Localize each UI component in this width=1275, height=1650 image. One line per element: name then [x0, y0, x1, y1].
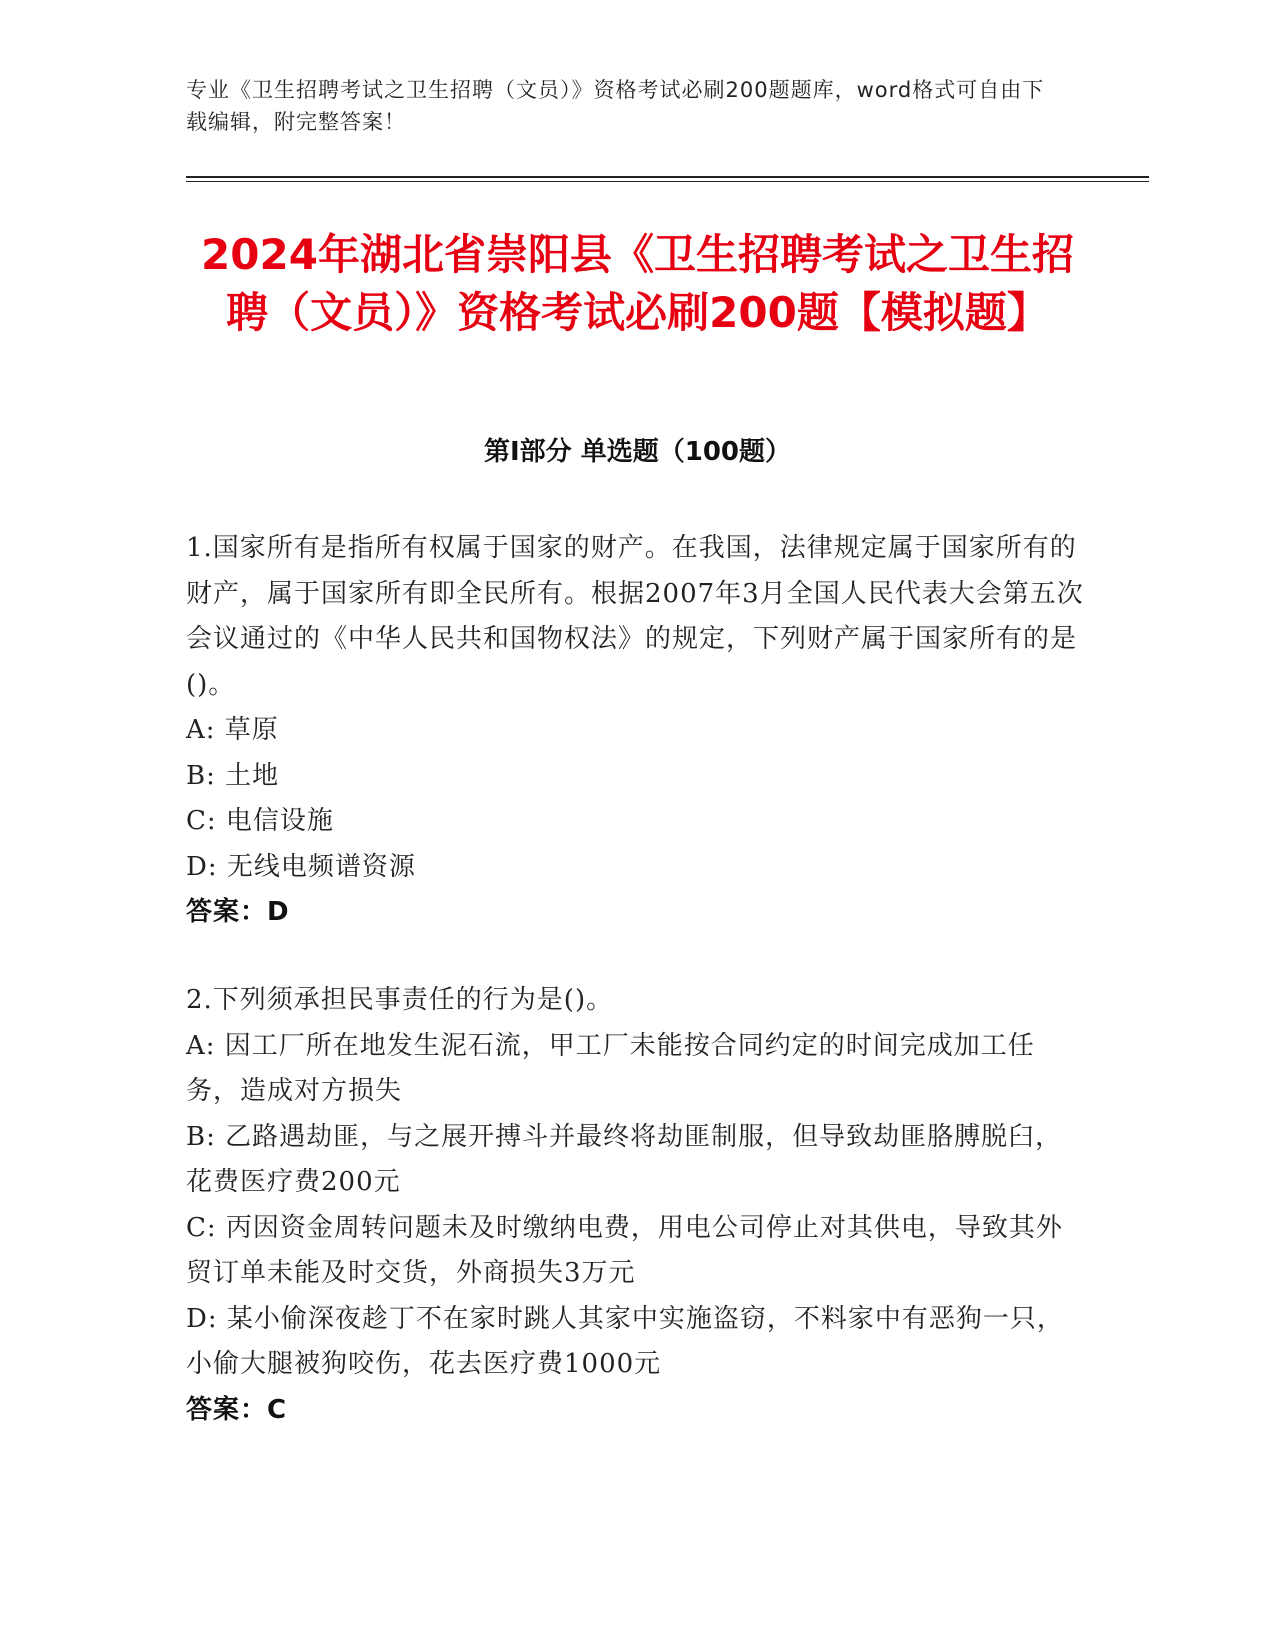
section-title: 第I部分 单选题（100题）	[484, 437, 791, 467]
option-a: A: 因工厂所在地发生泥石流，甲工厂未能按合同约定的时间完成加工任务，造成对方损失	[186, 1030, 1035, 1106]
question-stem: 2.下列须承担民事责任的行为是()。	[186, 985, 614, 1015]
answer-label: 答案：C	[186, 1394, 288, 1425]
question-stem: 1.国家所有是指所有权属于国家的财产。在我国，法律规定属于国家所有的财产，属于国家所有即全民所有。根据2007年3月全国人民代表大会第五次会议通过的《中华人民共和国物权法》的规定，下列财产属于国家所有的是()。	[186, 533, 1084, 700]
option-b: B: 乙路遇劫匪，与之展开搏斗并最终将劫匪制服，但导致劫匪胳膊脱臼，花费医疗费200元	[186, 1121, 1063, 1197]
header-divider-thin	[186, 181, 1149, 182]
answer-label: 答案：D	[186, 897, 290, 927]
option-b: B: 土地	[186, 760, 280, 791]
document-title: 2024年湖北省崇阳县《卫生招聘考试之卫生招聘（文员）》资格考试必刷200题【模拟题】	[201, 230, 1074, 337]
header-note: 专业《卫生招聘考试之卫生招聘（文员）》资格考试必刷200题题库，word格式可自由下载编辑，附完整答案！	[186, 78, 1045, 134]
option-d: D: 某小偷深夜趁丁不在家时跳人其家中实施盗窃，不料家中有恶狗一只，小偷大腿被狗咬伤，花去医疗费1000元	[186, 1303, 1064, 1379]
question-block	[186, 978, 1086, 1433]
header-divider-thick	[186, 176, 1149, 178]
question-block	[186, 526, 1086, 936]
option-a: A: 草原	[186, 715, 279, 745]
option-c: C: 丙因资金周转问题未及时缴纳电费，用电公司停止对其供电，导致其外贸订单未能及时交货，外商损失3万元	[186, 1212, 1063, 1288]
option-c: C: 电信设施	[186, 806, 334, 836]
option-d: D: 无线电频谱资源	[186, 851, 416, 882]
